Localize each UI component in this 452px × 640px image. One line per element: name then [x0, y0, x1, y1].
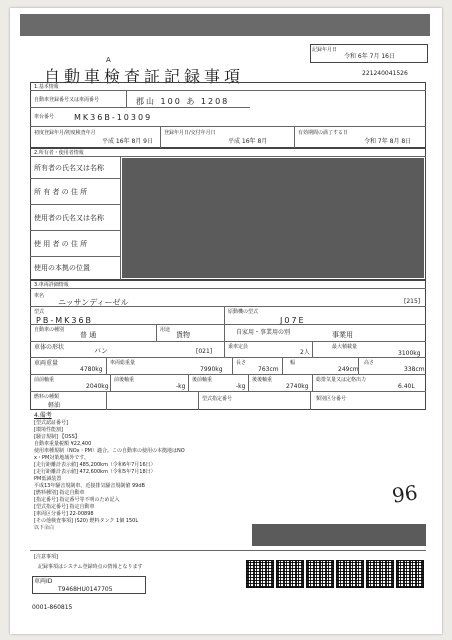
qr-code — [276, 560, 304, 588]
handwritten-mark: 96 — [390, 480, 419, 508]
registration-date-label: 登録年月日/交付年月日 — [164, 130, 216, 136]
first-registration-value: 平成 16年 8月 9日 — [102, 138, 153, 145]
rear-rear-axle-label: 後後軸重 — [252, 377, 273, 383]
remark-line: [型式認証番号] — [34, 420, 68, 426]
document-number: 221240041526 — [362, 70, 408, 77]
remark-line: [その他検査事項] (S20) 燃料タンク 1個 150L — [34, 518, 139, 524]
remark-line: [燃料種別] 指定自動車 — [34, 490, 85, 496]
private-commercial-value: 事業用 — [332, 331, 353, 339]
qr-code — [246, 560, 274, 588]
remark-line: [型式指定番号] 指定自動車 — [34, 504, 95, 510]
max-load-value: 3100kg — [398, 350, 421, 357]
remark-line: 以下余白 — [34, 525, 55, 531]
remark-line: [騒音規制] 【OSS】 — [34, 434, 80, 440]
remark-line: x・PM対策地域外です。 — [34, 455, 89, 461]
model-value: PB-MK36B — [36, 316, 94, 325]
capacity-label: 乗車定員 — [228, 344, 249, 350]
document-serial: 0001-860815 — [32, 604, 73, 611]
engine-model-label: 原動機の型式 — [228, 309, 259, 315]
remarks-heading: 4.備考 — [34, 412, 52, 419]
remark-line: [指定番号] 指定番号等不明のため記入 — [34, 497, 120, 503]
fuel-type-value: 軽油 — [48, 402, 61, 409]
registration-number-value: 郡山 100 あ 1208 — [136, 97, 230, 106]
notes-heading: [注意事項] — [34, 554, 58, 560]
height-value: 338cm — [404, 366, 425, 373]
remark-line: [車両区分番号] 22-00898 — [34, 511, 94, 517]
owner-address-label: 所 有 者 の 住 所 — [34, 188, 88, 196]
qr-code — [396, 560, 424, 588]
qr-code — [306, 560, 334, 588]
remark-line: 使用車種規制（NOx・PM）適合。この自動車の使用の本拠地はNO — [34, 448, 185, 454]
front-rear-axle-label: 前後軸重 — [114, 377, 135, 383]
gross-weight-label: 車両総重量 — [110, 360, 136, 366]
height-label: 高さ — [364, 360, 375, 366]
rear-front-axle-value: -kg — [236, 383, 246, 390]
redacted-banner — [20, 14, 430, 36]
registration-number-label: 自動車登録番号又は車両番号 — [34, 97, 100, 103]
user-name-label: 使用者の氏名又は名称 — [34, 214, 104, 222]
qr-code — [336, 560, 364, 588]
notes-text: 記録事項はシステム登録時点の情報となります — [38, 564, 143, 570]
displacement-value: 6.40L — [398, 383, 415, 390]
remark-line: 平成13年騒音規制車、近接排気騒音規制値 99dB — [34, 483, 145, 489]
rear-rear-axle-value: 2740kg — [286, 383, 309, 390]
vehicle-weight-label: 車両重量 — [34, 360, 59, 367]
vehicle-kind-label: 自動車の種別 — [34, 327, 65, 333]
rear-front-axle-label: 後前軸重 — [192, 377, 213, 383]
document-title: 自動車検査証記録事項 — [44, 67, 245, 86]
record-date-label: 記録年月日 — [312, 47, 338, 53]
category-number-label: 類別区分番号 — [316, 396, 347, 402]
gross-weight-value: 7990kg — [200, 366, 223, 373]
remark-line: [走行距離計表示値] 485,200km（令和6年7月16日） — [34, 462, 156, 468]
chassis-number-label: 車台番号 — [34, 114, 55, 120]
body-shape-label: 車体の形状 — [34, 344, 65, 351]
width-label: 幅 — [290, 360, 296, 366]
inspection-certificate-page — [10, 8, 442, 634]
front-front-axle-value: 2040kg — [86, 383, 109, 390]
section3-heading: 3.車両詳細情報 — [34, 282, 69, 288]
engine-model-value: J07E — [280, 316, 306, 325]
vehicle-id-label: 車両ID — [34, 578, 53, 585]
displacement-label: 総排気量又は定格出力 — [316, 377, 367, 383]
length-label: 長さ — [236, 360, 247, 366]
max-load-label: 最大積載量 — [332, 344, 358, 350]
type-designation-label: 型式指定番号 — [202, 396, 233, 402]
private-commercial-label: 自家用・事業用の別 — [236, 329, 291, 336]
length-value: 763cm — [258, 366, 279, 373]
registration-date-value: 平成 16年 8月 — [228, 138, 268, 145]
owner-name-label: 所有者の氏名又は名称 — [34, 164, 104, 172]
model-label: 型式 — [34, 309, 45, 315]
chassis-number-value: MK36B-10309 — [74, 113, 153, 122]
expiry-date-value: 令和 7年 8月 8日 — [364, 138, 412, 145]
redacted-footer-bar — [252, 524, 426, 546]
front-front-axle-label: 前前軸重 — [34, 377, 55, 383]
first-registration-label: 初度登録年月/初度検査年月 — [34, 130, 96, 136]
remark-line: [環境性能割] — [34, 427, 63, 433]
redacted-owner-info — [122, 158, 424, 278]
expiry-date-label: 有効期間の満了する日 — [298, 130, 349, 136]
user-address-label: 使 用 者 の 住 所 — [34, 240, 88, 248]
body-shape-value: バン — [94, 347, 108, 355]
record-date-value: 令和 6年 7月 16日 — [344, 53, 395, 60]
width-value: 249cm — [338, 366, 359, 373]
body-shape-code: [021] — [196, 348, 213, 355]
base-location-label: 使用の本拠の位置 — [34, 264, 90, 272]
section1-heading: 1.基本情報 — [34, 84, 59, 90]
remark-line: [走行距離計表示値] 472,600km（令和5年7月18日） — [34, 469, 156, 475]
qr-code — [366, 560, 394, 588]
maker-value: ニッサンディーゼル — [58, 298, 129, 307]
maker-code: [215] — [404, 298, 421, 305]
remark-line: PM低減装置 — [34, 476, 62, 482]
maker-label: 車名 — [34, 293, 45, 299]
form-label-a: A — [106, 56, 111, 64]
section2-heading: 2.所有者・使用者情報 — [34, 150, 84, 156]
vehicle-kind-value: 普 通 — [80, 331, 97, 339]
fuel-type-label: 燃料の種類 — [34, 394, 60, 400]
use-value: 貨物 — [176, 331, 190, 339]
capacity-value: 2人 — [300, 349, 310, 356]
remarks-list — [34, 420, 185, 532]
remark-line: 自動車重量税額 ¥22,400 — [34, 441, 92, 447]
front-rear-axle-value: -kg — [176, 383, 186, 390]
vehicle-weight-value: 4780kg — [80, 366, 103, 373]
use-label: 用途 — [160, 327, 171, 333]
vehicle-id-value: T9468HU0147705 — [58, 586, 113, 593]
